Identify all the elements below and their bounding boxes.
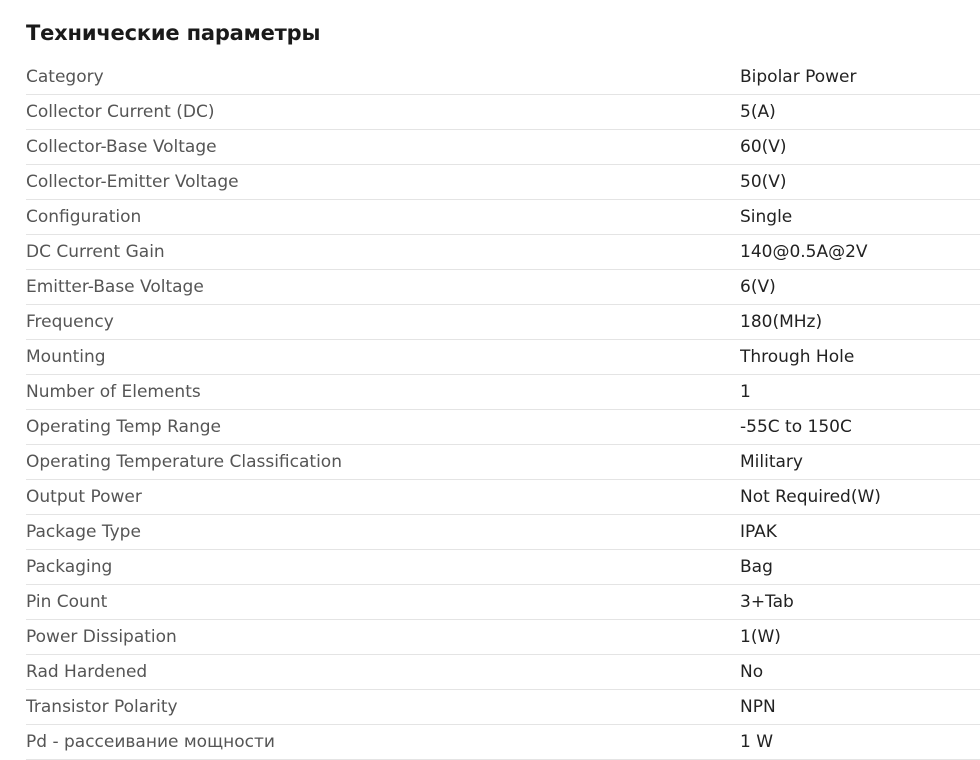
spec-row — [26, 410, 980, 445]
spec-row — [26, 585, 980, 620]
spec-row — [26, 130, 980, 165]
spec-name: Operating Temperature Classification — [26, 445, 740, 480]
spec-row — [26, 235, 980, 270]
spec-name: Rad Hardened — [26, 655, 740, 690]
spec-value: Not Required(W) — [740, 480, 980, 515]
spec-name: DC Current Gain — [26, 235, 740, 270]
spec-row — [26, 95, 980, 130]
spec-row — [26, 305, 980, 340]
spec-value: Bipolar Power — [740, 60, 980, 95]
spec-row — [26, 620, 980, 655]
spec-row — [26, 480, 980, 515]
spec-value: 5(A) — [740, 95, 980, 130]
spec-name: Emitter-Base Voltage — [26, 270, 740, 305]
spec-table-body — [26, 60, 980, 760]
spec-name: Output Power — [26, 480, 740, 515]
spec-value: 50(V) — [740, 165, 980, 200]
spec-row — [26, 165, 980, 200]
spec-name: Mounting — [26, 340, 740, 375]
spec-name: Pin Count — [26, 585, 740, 620]
spec-row — [26, 515, 980, 550]
spec-value: 180(MHz) — [740, 305, 980, 340]
spec-value: -55C to 150C — [740, 410, 980, 445]
spec-value: 140@0.5A@2V — [740, 235, 980, 270]
spec-name: Collector-Emitter Voltage — [26, 165, 740, 200]
spec-row — [26, 445, 980, 480]
spec-name: Package Type — [26, 515, 740, 550]
spec-value: IPAK — [740, 515, 980, 550]
spec-value: 60(V) — [740, 130, 980, 165]
spec-value: NPN — [740, 690, 980, 725]
spec-row — [26, 200, 980, 235]
spec-row — [26, 375, 980, 410]
spec-name: Packaging — [26, 550, 740, 585]
spec-value: 1(W) — [740, 620, 980, 655]
spec-name: Number of Elements — [26, 375, 740, 410]
spec-value: Military — [740, 445, 980, 480]
spec-value: 1 W — [740, 725, 980, 760]
spec-section — [26, 0, 980, 760]
spec-name: Category — [26, 60, 740, 95]
spec-name: Power Dissipation — [26, 620, 740, 655]
spec-row — [26, 655, 980, 690]
spec-name: Operating Temp Range — [26, 410, 740, 445]
spec-row — [26, 690, 980, 725]
spec-value: 6(V) — [740, 270, 980, 305]
spec-name: Configuration — [26, 200, 740, 235]
spec-name: Collector-Base Voltage — [26, 130, 740, 165]
spec-value: 1 — [740, 375, 980, 410]
spec-table — [26, 60, 980, 760]
spec-value: Single — [740, 200, 980, 235]
spec-row — [26, 340, 980, 375]
spec-name: Pd - рассеивание мощности — [26, 725, 740, 760]
spec-value: Through Hole — [740, 340, 980, 375]
spec-row — [26, 550, 980, 585]
spec-row — [26, 270, 980, 305]
spec-name: Frequency — [26, 305, 740, 340]
spec-name: Transistor Polarity — [26, 690, 740, 725]
spec-name: Collector Current (DC) — [26, 95, 740, 130]
spec-value: No — [740, 655, 980, 690]
section-title: Технические параметры — [26, 21, 321, 45]
spec-row — [26, 725, 980, 760]
spec-value: 3+Tab — [740, 585, 980, 620]
spec-row — [26, 60, 980, 95]
spec-value: Bag — [740, 550, 980, 585]
